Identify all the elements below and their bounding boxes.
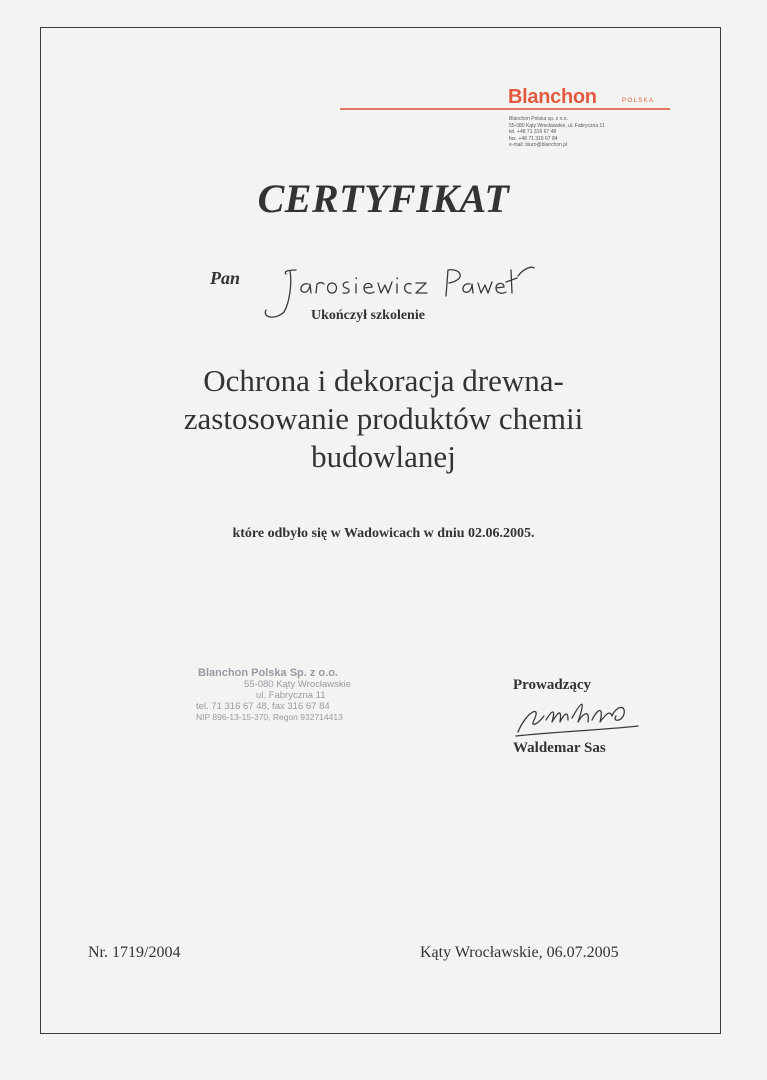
certificate-title: CERTYFIKAT [257,176,510,221]
company-info-line: e-mail: biuro@blanchon.pl [509,142,568,149]
company-info-line: fax. +48 71 316 67 84 [509,135,558,142]
course-title-line: budowlanej [311,439,456,474]
course-title [0,362,767,476]
company-info-line: 55-080 Kąty Wrocławskie, ul. Fabryczna 11 [509,122,605,129]
issue-place-date: Kąty Wrocławskie, 06.07.2005 [420,944,619,961]
stamp-line: 55-080 Kąty Wrocławskie [244,679,352,690]
stamp-line: ul. Fabryczna 11 [256,690,326,701]
stamp-line: Blanchon Polska Sp. z o.o. [198,667,338,679]
signature-scribble [512,692,642,740]
company-info-line: Blanchon Polska sp. z o.o. [509,116,568,122]
instructor-label: Prowadzący [513,677,592,693]
logo-underline [340,108,670,110]
salutation: Pan [210,268,241,288]
logo-subtitle: POLSKA [622,98,655,104]
certificate-number: Nr. 1719/2004 [88,944,181,961]
company-stamp [190,668,390,723]
stamp-line: NIP 896-13-15-370, Regon 932714413 [196,712,343,722]
course-title-line: zastosowanie produktów chemii [183,401,584,436]
company-info-line: tel. +48 71 316 67 48 [509,129,557,136]
company-address-block [509,116,679,149]
event-location-date: które odbyło się w Wadowicach w dniu 02.06.2005. [232,526,535,541]
logo-wordmark: Blanchon [508,86,597,108]
stamp-line: tel. 71 316 67 48, fax 316 67 84 [196,701,330,712]
instructor-signature [512,692,642,745]
course-title-line: Ochrona i dekoracja drewna- [203,363,564,398]
instructor-name: Waldemar Sas [513,740,606,756]
completed-training-text: Ukończył szkolenie [311,308,425,323]
